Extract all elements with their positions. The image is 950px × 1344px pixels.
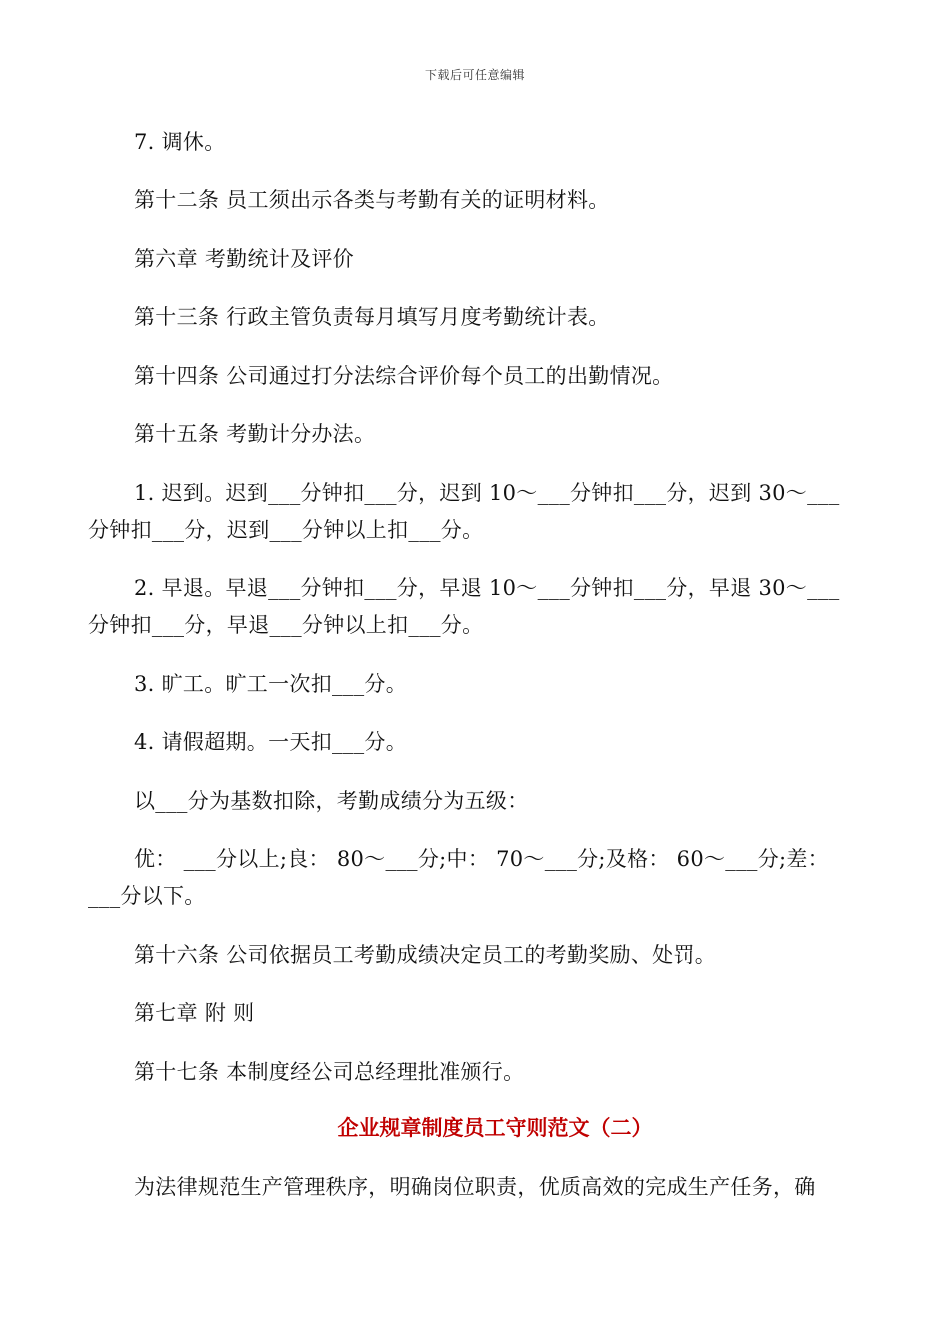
rule-absence: 3. 旷工。旷工一次扣___分。 (134, 672, 408, 696)
chapter-6-heading: 第六章 考勤统计及评价 (134, 247, 354, 271)
article-17: 第十七条 本制度经公司总经理批准颁行。 (134, 1060, 525, 1084)
article-14: 第十四条 公司通过打分法综合评价每个员工的出勤情况。 (134, 364, 674, 388)
item-7-rest: 7. 调休。 (134, 130, 226, 154)
article-12: 第十二条 员工须出示各类与考勤有关的证明材料。 (134, 188, 610, 212)
rule-late-line-1: 1. 迟到。迟到___分钟扣___分，迟到 10～___分钟扣___分，迟到 30～___ (134, 481, 840, 505)
chapter-7-heading: 第七章 附 则 (134, 1001, 255, 1025)
rule-early-leave-line-1: 2. 早退。早退___分钟扣___分，早退 10～___分钟扣___分，早退 30～___ (134, 576, 840, 600)
rule-late-line-2: 分钟扣___分，迟到___分钟以上扣___分。 (88, 518, 484, 542)
article-13: 第十三条 行政主管负责每月填写月度考勤统计表。 (134, 305, 610, 329)
article-16: 第十六条 公司依据员工考勤成绩决定员工的考勤奖励、处罚。 (134, 943, 717, 967)
score-base-text: 以___分为基数扣除，考勤成绩分为五级： (134, 789, 529, 813)
grade-levels-line-1: 优： ___分以上;良： 80～___分;中： 70～___分;及格： 60～___分;差： (134, 847, 829, 871)
intro-paragraph-line: 为法律规范生产管理秩序，明确岗位职责，优质高效的完成生产任务，确 (134, 1175, 816, 1199)
page-header: 下载后可任意编辑 (424, 68, 525, 82)
rule-early-leave-line-2: 分钟扣___分，早退___分钟以上扣___分。 (88, 613, 484, 637)
section-title: 企业规章制度员工守则范文（二） (337, 1116, 653, 1140)
rule-overdue-leave: 4. 请假超期。一天扣___分。 (134, 730, 408, 754)
article-15: 第十五条 考勤计分办法。 (134, 422, 376, 446)
grade-levels-line-2: ___分以下。 (88, 884, 206, 908)
